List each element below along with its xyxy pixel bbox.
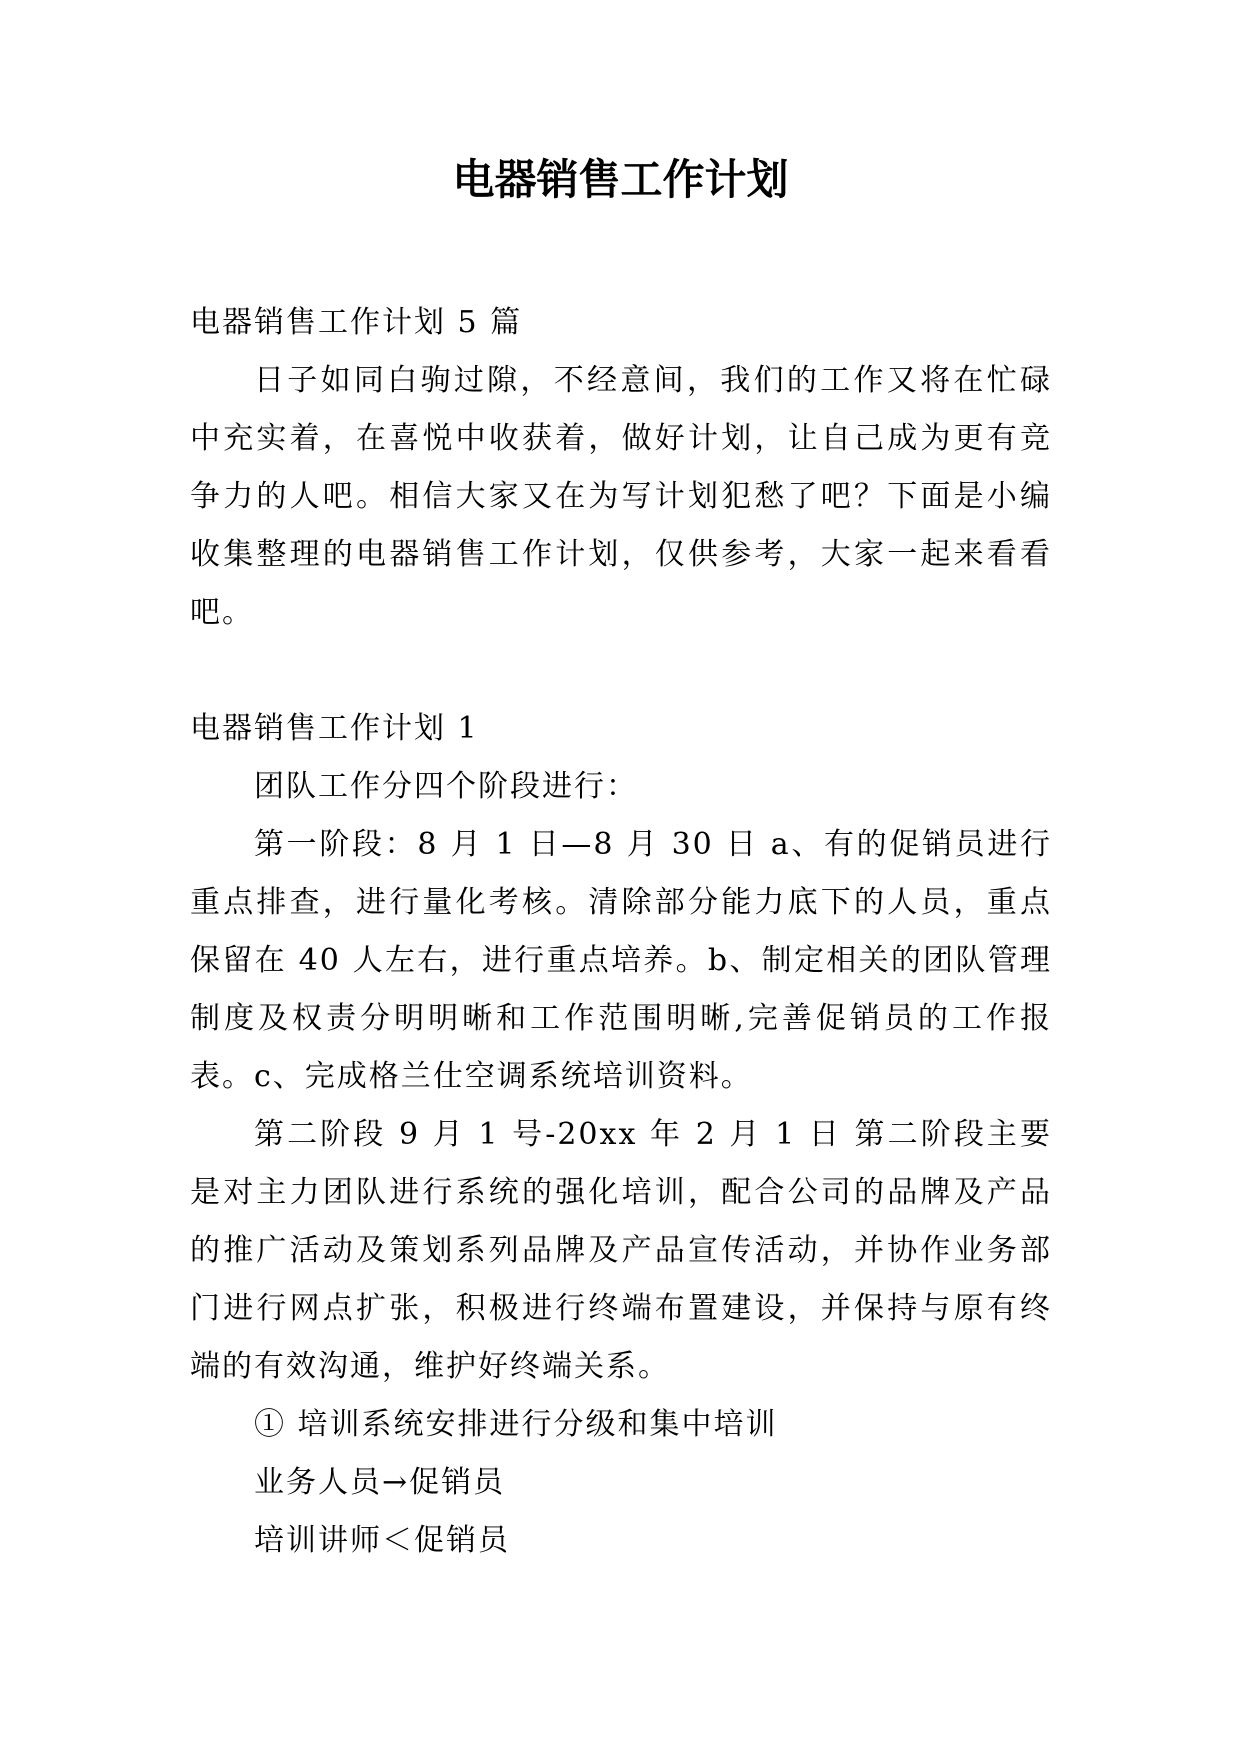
section-heading: 电器销售工作计划 1	[190, 711, 479, 746]
business-item: 业务人员→促销员	[254, 1465, 506, 1500]
document-body	[190, 294, 1052, 1570]
paragraph-gap	[190, 642, 1052, 700]
stage-one-paragraph: 第一阶段：8 月 1 日—8 月 30 日 a、有的促销员进行重点排查，进行量化考核。清除部分能力底下的人员，重点保留在 40 人左右，进行重点培养。b、制定相关的团队管理制度及权责分明明晰和工作范围明晰,完善促销员的工作报表。c、完成格兰仕空调系统培训资料。	[190, 827, 1052, 1094]
subtitle: 电器销售工作计划 5 篇	[190, 305, 523, 340]
trainer-item: 培训讲师＜促销员	[254, 1523, 510, 1558]
team-paragraph: 团队工作分四个阶段进行：	[254, 769, 638, 804]
stage-two-paragraph: 第二阶段 9 月 1 号-20xx 年 2 月 1 日 第二阶段主要是对主力团队进行系统的强化培训，配合公司的品牌及产品的推广活动及策划系列品牌及产品宣传活动，并协作业务部门进行网点扩张，积极进行终端布置建设，并保持与原有终端的有效沟通，维护好终端关系。	[190, 1117, 1052, 1384]
document-title: 电器销售工作计划	[452, 155, 789, 204]
intro-paragraph: 日子如同白驹过隙，不经意间，我们的工作又将在忙碌中充实着，在喜悦中收获着，做好计划，让自己成为更有竞争力的人吧。相信大家又在为写计划犯愁了吧？下面是小编收集整理的电器销售工作计划，仅供参考，大家一起来看看吧。	[190, 363, 1052, 630]
training-item: ① 培训系统安排进行分级和集中培训	[254, 1407, 778, 1442]
